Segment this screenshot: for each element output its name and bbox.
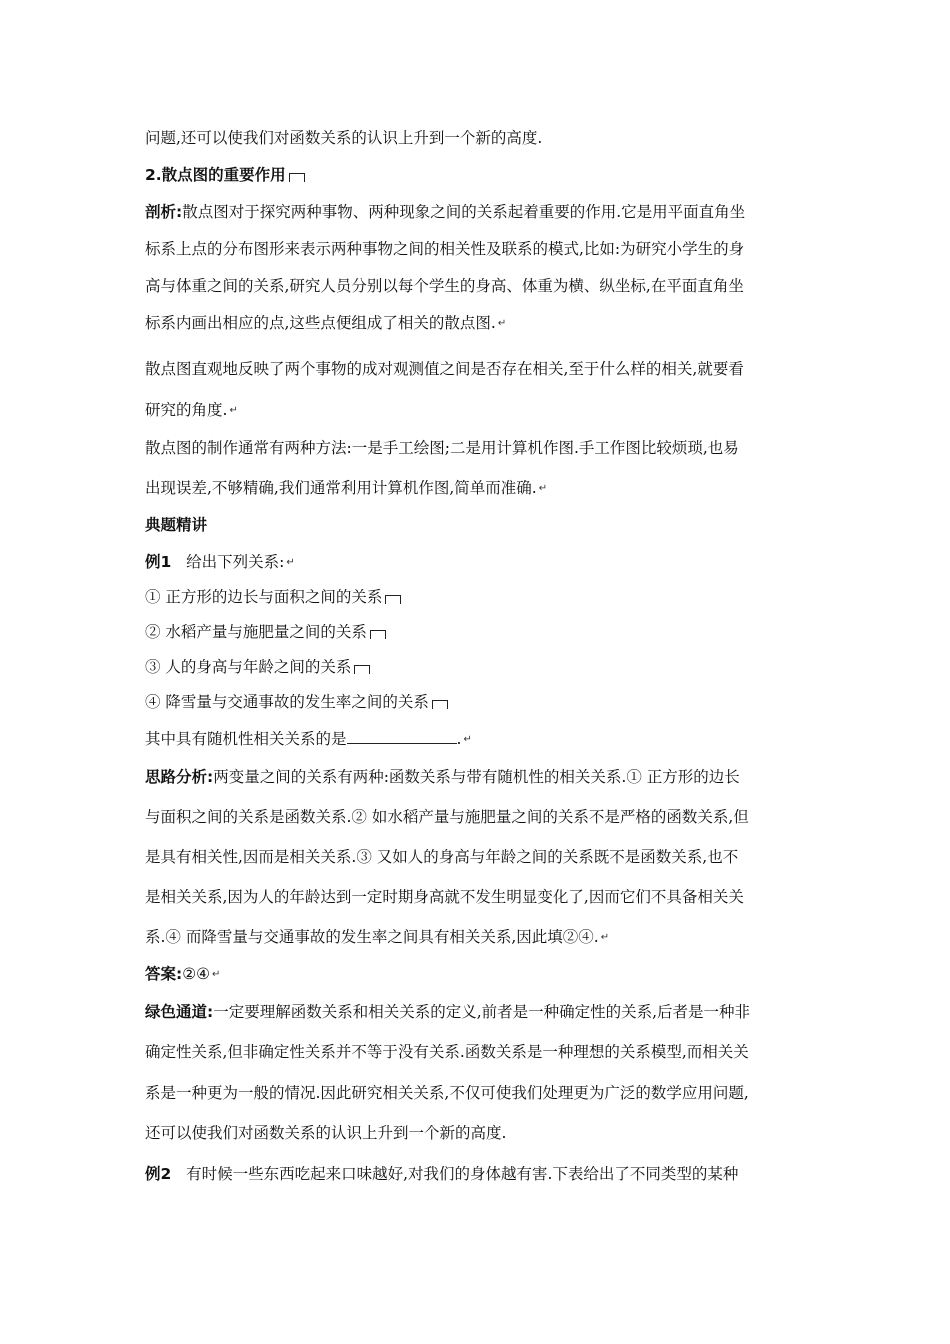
text-line bbox=[145, 430, 810, 466]
list-item bbox=[145, 579, 810, 615]
line-break-icon: ↵ bbox=[286, 557, 295, 568]
heading-text: 典题精讲 bbox=[145, 516, 208, 534]
text-span: 研究的角度. bbox=[145, 401, 228, 419]
text-span: 出现误差,不够精确,我们通常利用计算机作图,简单而准确. bbox=[145, 479, 537, 497]
text-line bbox=[145, 305, 810, 342]
text-span: 系.④ 而降雪量与交通事故的发生率之间具有相关关系,因此填②④. bbox=[145, 928, 599, 946]
text-span: 标系内画出相应的点,这些点便组成了相关的散点图. bbox=[145, 314, 496, 332]
line-break-icon: ↵ bbox=[463, 734, 472, 745]
text-line bbox=[145, 879, 810, 915]
text-span: ① 正方形的边长与面积之间的关系 bbox=[145, 588, 383, 606]
text-span: ③ 人的身高与年龄之间的关系 bbox=[145, 658, 352, 676]
line-break-icon: ↵ bbox=[229, 405, 238, 416]
text-span: ④ 降雪量与交通事故的发生率之间的关系 bbox=[145, 693, 429, 711]
text-span: 其中具有随机性相关关系的是 bbox=[145, 730, 347, 748]
text-line bbox=[145, 544, 810, 581]
text-line bbox=[145, 1075, 810, 1111]
answer-line bbox=[145, 956, 810, 993]
text-span: 是相关关系,因为人的年龄达到一定时期身高就不发生明显变化了,因而它们不具备相关关 bbox=[145, 888, 744, 906]
text-span: 与面积之间的关系是函数关系.② 如水稻产量与施肥量之间的关系不是严格的函数关系,但 bbox=[145, 808, 749, 826]
text-span: 两变量之间的关系有两种:函数关系与带有随机性的相关关系.① 正方形的边长 bbox=[213, 768, 740, 786]
text-span: 问题,还可以使我们对函数关系的认识上升到一个新的高度. bbox=[145, 129, 543, 147]
text-line bbox=[145, 1115, 810, 1151]
section-heading bbox=[145, 157, 810, 193]
text-span: 有时候一些东西吃起来口味越好,对我们的身体越有害.下表给出了不同类型的某种 bbox=[186, 1165, 739, 1183]
line-break-icon: ↵ bbox=[538, 483, 548, 494]
text-line bbox=[145, 919, 810, 956]
text-line bbox=[145, 994, 810, 1030]
list-item bbox=[145, 614, 810, 650]
text-line bbox=[145, 1156, 810, 1192]
text-line bbox=[145, 759, 810, 795]
label-text: 答案: bbox=[145, 965, 183, 983]
text-span: 散点图对于探究两种事物、两种现象之间的关系起着重要的作用.它是用平面直角坐 bbox=[182, 203, 746, 221]
section-heading bbox=[145, 507, 810, 543]
question-line bbox=[145, 721, 810, 758]
text-line bbox=[145, 268, 810, 304]
text-line bbox=[145, 799, 810, 835]
example-label: 例1 bbox=[145, 553, 172, 571]
text-span: 确定性关系,但非确定性关系并不等于没有关系.函数关系是一种理想的关系模型,而相关关 bbox=[145, 1043, 749, 1061]
paragraph-mark-icon bbox=[385, 595, 401, 604]
text-line bbox=[145, 351, 810, 387]
label-text: 思路分析: bbox=[145, 768, 214, 786]
paragraph-mark-icon bbox=[432, 700, 448, 709]
text-span: 散点图直观地反映了两个事物的成对观测值之间是否存在相关,至于什么样的相关,就要看 bbox=[145, 360, 744, 378]
answer-text: ②④ bbox=[182, 965, 210, 983]
text-span: 给出下列关系: bbox=[186, 553, 285, 571]
answer-blank bbox=[347, 729, 457, 744]
list-item bbox=[145, 684, 810, 720]
paragraph-mark-icon bbox=[289, 173, 305, 182]
paragraph-mark-icon bbox=[370, 630, 386, 639]
label-text: 绿色通道: bbox=[145, 1003, 214, 1021]
text-line bbox=[145, 1034, 810, 1070]
text-line bbox=[145, 470, 810, 507]
line-break-icon: ↵ bbox=[212, 969, 221, 980]
text-span: 是具有相关性,因而是相关关系.③ 又如人的身高与年龄之间的关系既不是函数关系,也不 bbox=[145, 848, 739, 866]
text-line bbox=[145, 120, 810, 156]
list-item bbox=[145, 649, 810, 685]
text-span: 系是一种更为一般的情况.因此研究相关关系,不仅可使我们处理更为广泛的数学应用问题, bbox=[145, 1084, 749, 1102]
line-break-icon: ↵ bbox=[497, 318, 507, 329]
text-line bbox=[145, 839, 810, 875]
heading-text: 2.散点图的重要作用 bbox=[145, 166, 286, 184]
text-span: 散点图的制作通常有两种方法:一是手工绘图;二是用计算机作图.手工作图比较烦琐,也易 bbox=[145, 439, 739, 457]
text-span: ② 水稻产量与施肥量之间的关系 bbox=[145, 623, 367, 641]
text-line bbox=[145, 392, 810, 429]
text-span: 高与体重之间的关系,研究人员分别以每个学生的身高、体重为横、纵坐标,在平面直角坐 bbox=[145, 277, 744, 295]
example-label: 例2 bbox=[145, 1165, 172, 1183]
line-break-icon: ↵ bbox=[600, 932, 610, 943]
label-text: 剖析: bbox=[145, 203, 183, 221]
text-span: 标系上点的分布图形来表示两种事物之间的相关性及联系的模式,比如:为研究小学生的身 bbox=[145, 240, 745, 258]
text-span: . bbox=[456, 730, 462, 748]
text-span: 还可以使我们对函数关系的认识上升到一个新的高度. bbox=[145, 1124, 507, 1142]
text-line bbox=[145, 194, 810, 230]
text-span: 一定要理解函数关系和相关关系的定义,前者是一种确定性的关系,后者是一种非 bbox=[213, 1003, 751, 1021]
paragraph-mark-icon bbox=[354, 665, 370, 674]
text-line bbox=[145, 231, 810, 267]
